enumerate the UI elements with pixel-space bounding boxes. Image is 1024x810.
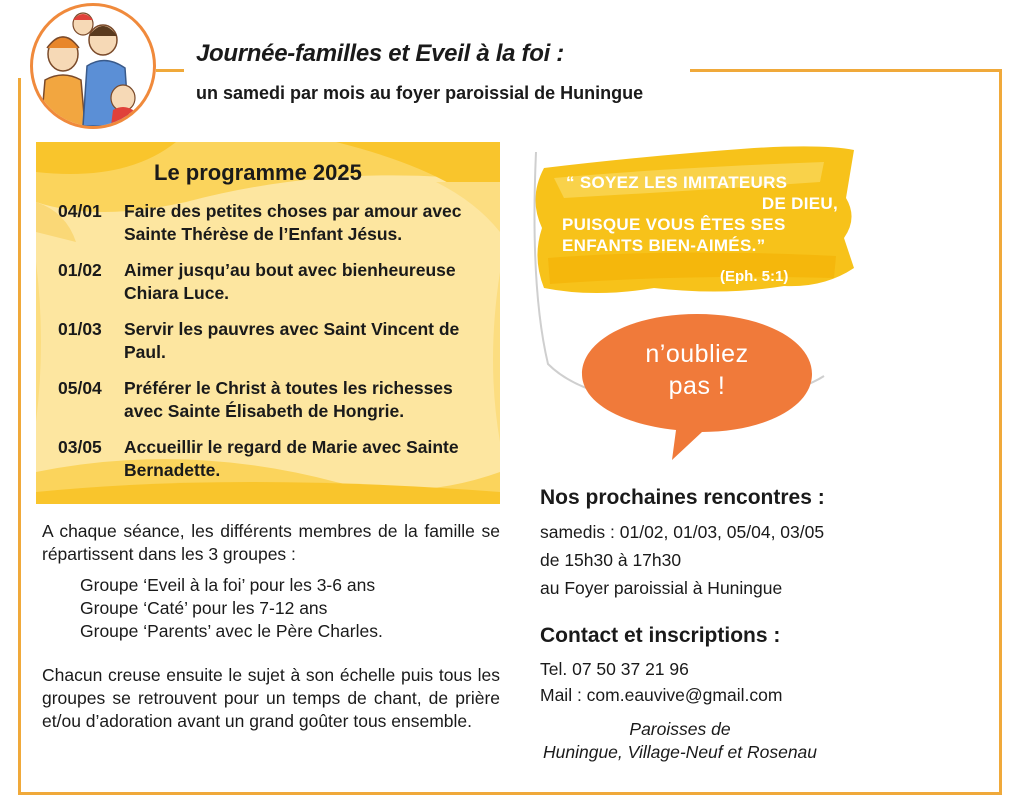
frame-left-line xyxy=(18,78,21,794)
bubble-line: pas ! xyxy=(668,372,726,400)
programme-text: Faire des petites choses par amour avec Sainte Thérèse de l’Enfant Jésus. xyxy=(124,201,462,244)
quote-line: PUISQUE VOUS ÊTES SES xyxy=(562,215,786,234)
programme-title: Le programme 2025 xyxy=(154,160,362,185)
programme-item xyxy=(58,436,498,482)
frame-right-line xyxy=(999,69,1002,794)
programme-text: Accueillir le regard de Marie avec Sainte Bernadette. xyxy=(124,437,459,480)
group-item: Groupe ‘Parents’ avec le Père Charles. xyxy=(80,621,383,641)
quote-reference: (Eph. 5:1) xyxy=(720,268,789,285)
contact-tel: Tel. 07 50 37 21 96 xyxy=(540,659,689,679)
page-title: Journée-familles et Eveil à la foi : xyxy=(196,40,564,67)
group-item: Groupe ‘Caté’ pour les 7-12 ans xyxy=(80,598,328,618)
contact-heading: Contact et inscriptions : xyxy=(540,624,781,647)
quote-line: ENFANTS BIEN-AIMÉS.” xyxy=(562,236,766,255)
programme-date: 01/02 xyxy=(58,260,102,280)
contact-mail: Mail : com.eauvive@gmail.com xyxy=(540,685,783,705)
programme-item xyxy=(58,377,498,423)
programme-text: Servir les pauvres avec Saint Vincent de Paul. xyxy=(124,319,460,362)
rencontres-place: au Foyer paroissial à Huningue xyxy=(540,578,783,598)
programme-item xyxy=(58,318,498,364)
bubble-line: n’oubliez xyxy=(645,340,749,368)
quote-line: DE DIEU, xyxy=(761,194,838,213)
intro-paragraph: A chaque séance, les différents membres de la famille se répartissent dans les 3 groupes : xyxy=(42,521,500,564)
closing-paragraph: Chacun creuse ensuite le sujet à son échelle puis tous les groupes se retrouvent pour un temps de chant, de prière et/ou d’adoration avant un grand goûter tous ensemble. xyxy=(42,665,500,731)
quote-line: “ SOYEZ LES IMITATEURS xyxy=(566,173,788,192)
programme-date: 05/04 xyxy=(58,378,102,398)
bubble-text xyxy=(610,338,784,402)
programme-text: Préférer le Christ à toutes les richesses avec Sainte Élisabeth de Hongrie. xyxy=(124,378,453,421)
quote-text xyxy=(562,172,862,256)
programme-list xyxy=(58,200,498,495)
page-subtitle: un samedi par mois au foyer paroissial de Huningue xyxy=(196,83,644,103)
rencontres-time: de 15h30 à 17h30 xyxy=(540,550,682,570)
group-item: Groupe ‘Eveil à la foi’ pour les 3-6 ans xyxy=(80,575,376,595)
programme-item xyxy=(58,200,498,246)
paroisses-footer xyxy=(530,718,830,764)
paroisses-line: Huningue, Village-Neuf et Rosenau xyxy=(542,742,818,762)
programme-text: Aimer jusqu’au bout avec bienheureuse Chiara Luce. xyxy=(124,260,456,303)
groups-list xyxy=(42,574,500,643)
frame-bottom-line xyxy=(18,792,1002,795)
programme-item xyxy=(58,259,498,305)
programme-date: 04/01 xyxy=(58,201,102,221)
frame-top-line xyxy=(156,69,184,72)
family-logo xyxy=(30,3,156,129)
frame-top-right-line xyxy=(690,69,1002,72)
contact-details xyxy=(540,656,782,708)
rencontres-dates: samedis : 01/02, 01/03, 05/04, 03/05 xyxy=(540,522,825,542)
rencontres-details xyxy=(540,518,824,602)
programme-box xyxy=(36,142,500,504)
rencontres-heading: Nos prochaines rencontres : xyxy=(540,486,825,509)
programme-date: 01/03 xyxy=(58,319,102,339)
programme-date: 03/05 xyxy=(58,437,102,457)
paroisses-line: Paroisses de xyxy=(629,719,731,739)
